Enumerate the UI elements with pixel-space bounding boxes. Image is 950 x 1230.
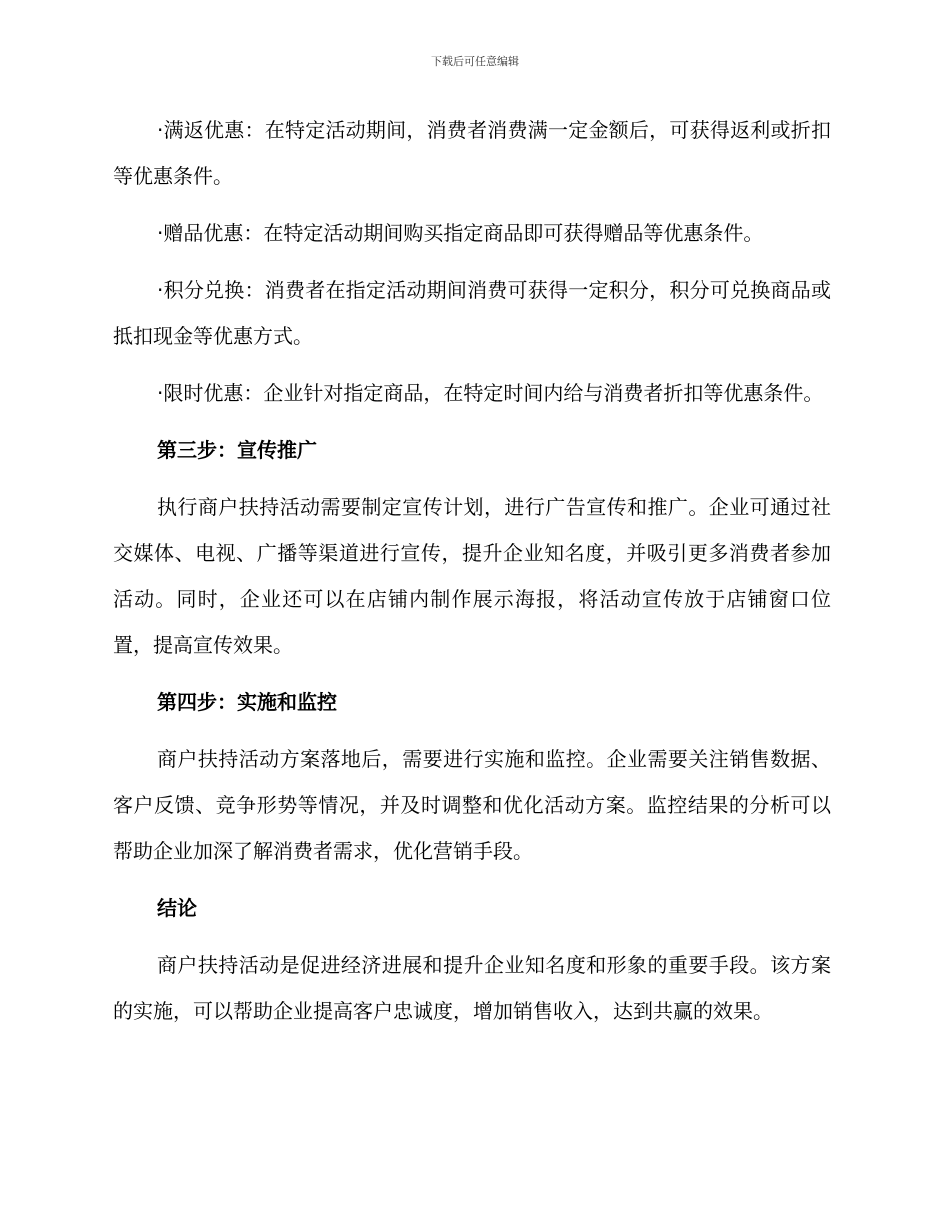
document-body [113,107,831,1045]
bullet-item-limited-time [113,370,831,416]
step3-heading: 第三步：宣传推广 [157,438,317,462]
bullet-text: 满返优惠：在特定活动期间，消费者消费满一定金额后，可获得返利或折扣等优惠条件。 [113,118,831,188]
bullet-text: 赠品优惠：在特定活动期间购买指定商品即可获得赠品等优惠条件。 [163,221,764,245]
bullet-dot-icon: · [157,278,164,302]
conclusion-heading: 结论 [157,896,197,920]
step4-paragraph: 商户扶持活动方案落地后，需要进行实施和监控。企业需要关注销售数据、客户反馈、竞争形势等情况，并及时调整和优化活动方案。监控结果的分析可以帮助企业加深了解消费者需求，优化营销手段。 [113,747,831,863]
bullet-text: 积分兑换：消费者在指定活动期间消费可获得一定积分，积分可兑换商品或抵扣现金等优惠方式。 [113,278,831,348]
step3-paragraph: 执行商户扶持活动需要制定宣传计划，进行广告宣传和推广。企业可通过社交媒体、电视、广播等渠道进行宣传，提升企业知名度，并吸引更多消费者参加活动。同时，企业还可以在店铺内制作展示海报，将活动宣传放于店铺窗口位置，提高宣传效果。 [113,495,831,657]
bullet-item-points [113,267,831,359]
step4-heading: 第四步：实施和监控 [157,690,337,714]
bullet-text: 限时优惠：企业针对指定商品，在特定时间内给与消费者折扣等优惠条件。 [163,381,824,405]
bullet-dot-icon: · [157,381,164,405]
bullet-dot-icon: · [157,221,164,245]
bullet-item-gift [113,210,831,256]
page-header-note: 下载后可任意编辑 [431,55,519,68]
bullet-dot-icon: · [157,118,164,142]
bullet-item-rebate [113,107,831,199]
conclusion-paragraph: 商户扶持活动是促进经济进展和提升企业知名度和形象的重要手段。该方案的实施，可以帮助企业提高客户忠诚度，增加销售收入，达到共赢的效果。 [113,953,831,1023]
